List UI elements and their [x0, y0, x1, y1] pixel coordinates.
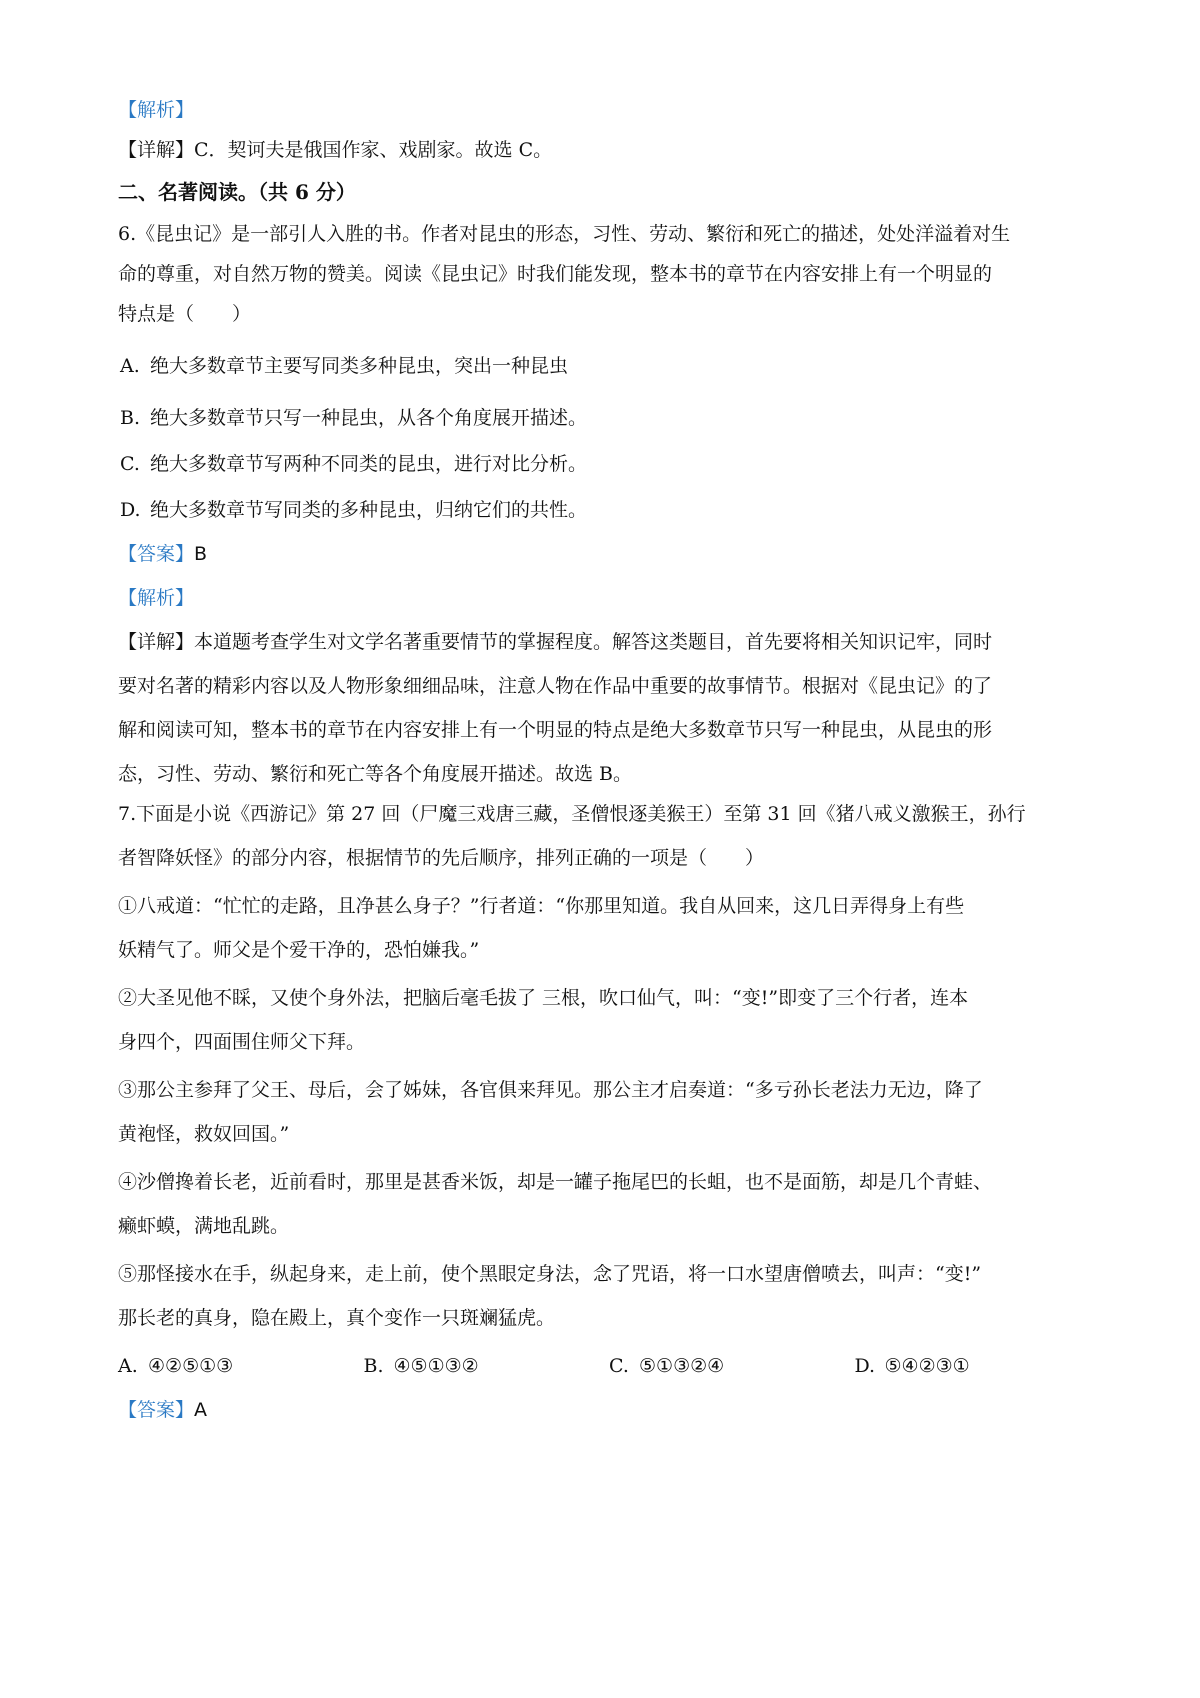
analysis-label: 【解析】: [118, 587, 195, 609]
option-letter: B.: [363, 1355, 384, 1377]
option-letter: D.: [854, 1355, 876, 1377]
option-text: ④⑤①③②: [393, 1355, 479, 1377]
option-text: ④②⑤①③: [148, 1355, 234, 1377]
passage-5-line: 那长老的真身，隐在殿上，真个变作一只斑斓猛虎。: [118, 1307, 556, 1329]
detail-paragraph: [118, 130, 1100, 170]
passage-3-line: 黄袍怪，救奴回国。”: [118, 1123, 290, 1145]
detail-label: 【详解】: [118, 139, 195, 161]
passage-4-line: ④沙僧搀着长老，近前看时，那里是甚香米饭，却是一罐子拖尾巴的长蛆，也不是面筋，却是几个青蛙、: [118, 1171, 993, 1193]
question-stem-line: 者智降妖怪》的部分内容，根据情节的先后顺序，排列正确的一项是（ ）: [118, 847, 765, 869]
detail-text: C．契诃夫是俄国作家、戏剧家。故选 C。: [194, 139, 553, 161]
question-stem-line: 7.下面是小说《西游记》第 27 回（尸魔三戏唐三藏，圣僧恨逐美猴王）至第 31 回《猪八戒义激猴王，孙行: [118, 803, 1026, 825]
option-letter: C.: [120, 453, 140, 475]
answer-label: 【答案】: [118, 543, 195, 565]
question-stem-line: 6.《昆虫记》是一部引人入胜的书。作者对昆虫的形态，习性、劳动、繁衍和死亡的描述，处处洋溢着对生: [118, 223, 1011, 245]
detail-label: 【详解】: [118, 631, 195, 653]
answer-value: B: [194, 543, 208, 565]
section-heading: 二、名著阅读。（共 6 分）: [118, 180, 356, 204]
option-b: [364, 1346, 610, 1386]
option-a: [118, 1346, 364, 1386]
option-letter: D.: [120, 499, 141, 521]
option-d: [855, 1346, 1101, 1386]
passage-2-line: 身四个，四面围住师父下拜。: [118, 1031, 366, 1053]
question-stem-line: 命的尊重，对自然万物的赞美。阅读《昆虫记》时我们能发现，整本书的章节在内容安排上有一个明显的: [118, 263, 993, 285]
detail-line: 态，习性、劳动、繁衍和死亡等各个角度展开描述。故选 B。: [118, 763, 633, 785]
option-letter: B.: [120, 407, 141, 429]
document-page: [118, 90, 1100, 1430]
question-6: [118, 214, 1100, 794]
option-a: [118, 346, 1100, 386]
option-letter: A.: [120, 355, 140, 377]
option-text: ⑤①③②④: [639, 1355, 725, 1377]
option-text: 绝大多数章节写两种不同类的昆虫，进行对比分析。: [150, 453, 588, 475]
passage-1-line: ①八戒道：“忙忙的走路，且净甚么身子？”行者道：“你那里知道。我自从回来，这几日弄得身上有些: [118, 895, 965, 917]
option-c: [609, 1346, 855, 1386]
detail-line: 要对名著的精彩内容以及人物形象细细品味，注意人物在作品中重要的故事情节。根据对《昆虫记》的了: [118, 675, 993, 697]
analysis-label: 【解析】: [118, 99, 195, 121]
option-text: ⑤④②③①: [884, 1355, 970, 1377]
answer-line: [118, 1390, 1100, 1430]
passage-1-line: 妖精气了。师父是个爱干净的，恐怕嫌我。”: [118, 939, 480, 961]
options-row: [118, 1346, 1100, 1386]
answer-line: [118, 534, 1100, 574]
answer-label: 【答案】: [118, 1399, 195, 1421]
passage-2-line: ②大圣见他不睬，又使个身外法，把脑后毫毛拔了 三根，吹口仙气，叫：“变!”即变了三个行者，连本: [118, 987, 969, 1009]
option-letter: A.: [118, 1355, 138, 1377]
answer-value: A: [194, 1399, 208, 1421]
passage-5-line: ⑤那怪接水在手，纵起身来，走上前，使个黑眼定身法，念了咒语，将一口水望唐僧喷去，叫声：“变!”: [118, 1263, 982, 1285]
option-d: [118, 490, 1100, 530]
detail-line: 解和阅读可知，整本书的章节在内容安排上有一个明显的特点是绝大多数章节只写一种昆虫，从昆虫的形: [118, 719, 993, 741]
option-text: 绝大多数章节主要写同类多种昆虫，突出一种昆虫: [150, 355, 569, 377]
question-7: [118, 794, 1100, 1430]
passage-3-line: ③那公主参拜了父王、母后，会了姊妹，各官俱来拜见。那公主才启奏道：“多亏孙长老法力无边，降了: [118, 1079, 983, 1101]
option-b: [118, 398, 1100, 438]
detail-line: [118, 622, 1100, 662]
option-letter: C.: [609, 1355, 629, 1377]
passage-4-line: 癞虾蟆，满地乱跳。: [118, 1215, 290, 1237]
detail-text: 本道题考查学生对文学名著重要情节的掌握程度。解答这类题目，首先要将相关知识记牢，同时: [194, 631, 993, 653]
option-text: 绝大多数章节只写一种昆虫，从各个角度展开描述。: [150, 407, 588, 429]
option-text: 绝大多数章节写同类的多种昆虫，归纳它们的共性。: [150, 499, 588, 521]
question-stem-line: 特点是（ ）: [118, 303, 252, 325]
option-c: [118, 444, 1100, 484]
